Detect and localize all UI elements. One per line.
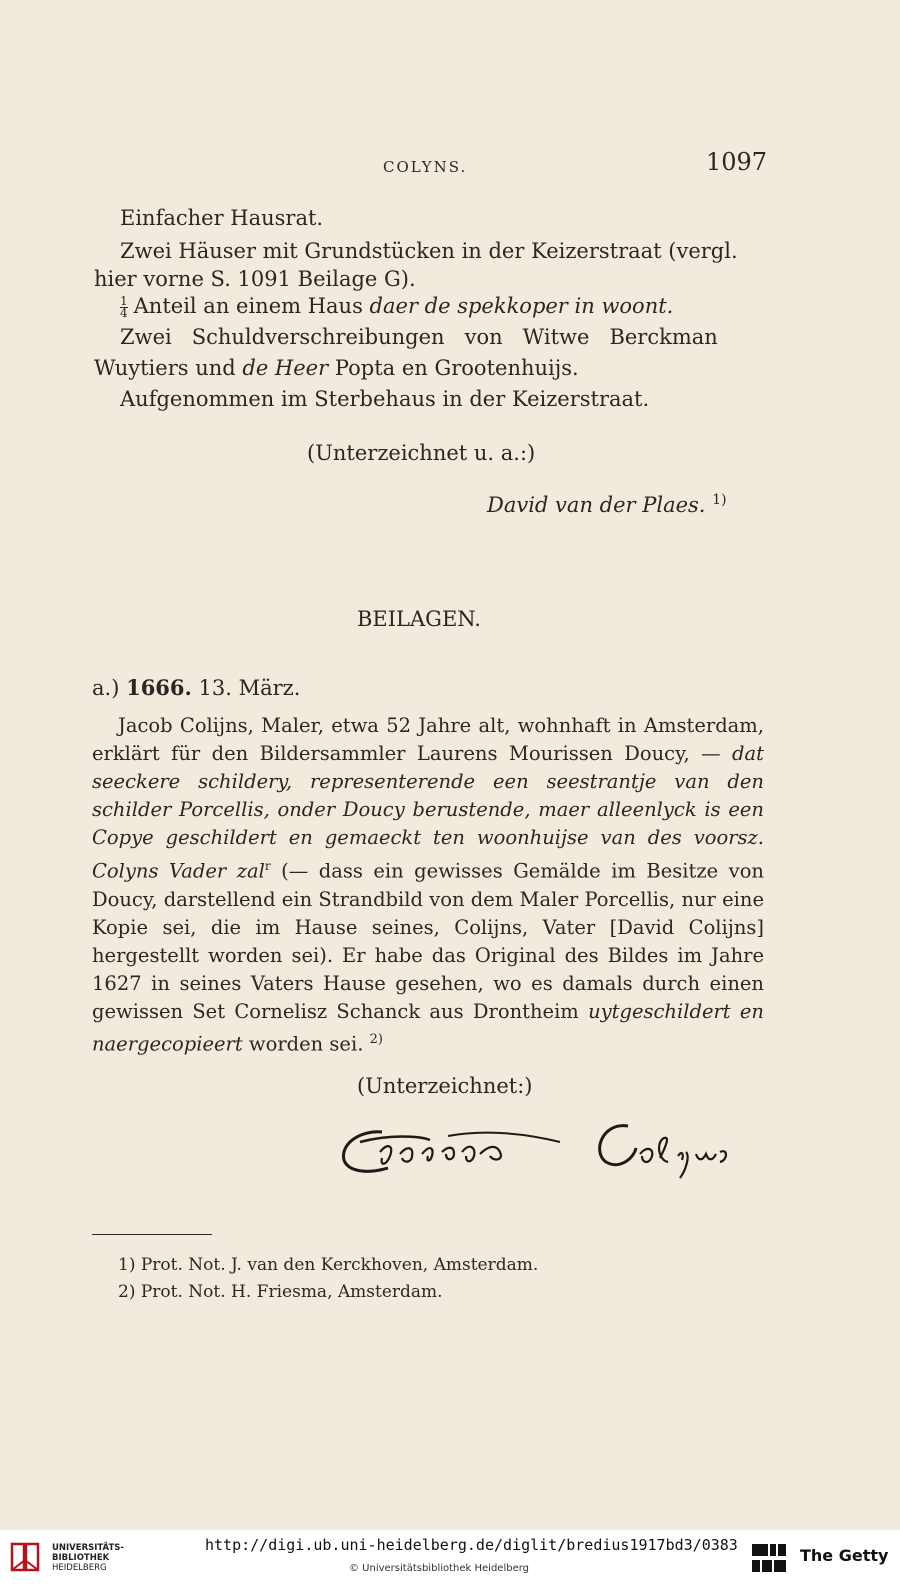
library-name	[52, 1543, 124, 1573]
line-text: Anteil an einem Haus	[133, 294, 363, 318]
handwritten-signature	[330, 1112, 780, 1192]
signed-note: (Unterzeichnet u. a.:)	[307, 441, 536, 465]
line-italic: daer de spekkoper in woont.	[369, 294, 674, 318]
superscript: r	[264, 859, 271, 873]
text-line: hier vorne S. 1091 Beilage G).	[94, 267, 416, 291]
text-line	[94, 355, 579, 381]
line-italic: de Heer	[242, 356, 329, 380]
copyright-notice: © Universitätsbibliothek Heidelberg	[349, 1563, 530, 1574]
getty-name: The Getty	[800, 1546, 889, 1565]
text-line: Aufgenommen im Sterbehaus in der Keizerstraat.	[120, 387, 650, 411]
getty-logo-icon	[750, 1542, 788, 1574]
line-text: Wuytiers und	[94, 356, 236, 380]
main-paragraph	[92, 712, 764, 1058]
text-line: Einfacher Hausrat.	[120, 206, 324, 230]
para-text: Jacob Colijns, Maler, etwa 52 Jahre alt, wohnhaft in Amsterdam, erklärt für den Bildersammler Laurens Mourissen Doucy, —	[92, 714, 764, 765]
signed-note: (Unterzeichnet:)	[357, 1074, 533, 1098]
entry-year: 1666.	[126, 675, 192, 700]
para-text: (— dass ein gewisses Gemälde im Besitze von Doucy, darstellend ein Strandbild von dem Maler Porcellis, nur eine Kopie sei, die im Hause seines, Colijns, Vater [David Colijns] hergestellt worden sei). Er habe das Original des Bildes im Jahre 1627 in seines Vaters Hause gesehen, wo es damals durch einen gewissen Set Cornelisz Schanck aus Drontheim	[92, 859, 764, 1023]
footnote-ref: 2)	[369, 1031, 383, 1047]
para-italic: uytgeschildert en naergecopieert	[92, 999, 764, 1055]
signer-name	[487, 487, 727, 518]
university-library-logo-icon	[10, 1540, 40, 1574]
fraction-numerator: 1	[120, 294, 128, 308]
text-line	[120, 293, 673, 319]
text-line: Zwei Häuser mit Grundstücken in der Keizerstraat (vergl.	[120, 239, 738, 263]
line-text: Popta en Grootenhuijs.	[334, 356, 579, 380]
running-header-title: COLYNS.	[383, 158, 468, 176]
library-name-line: UNIVERSITÄTS-	[52, 1543, 124, 1553]
para-italic: dat seeckere schildery, representerende een seestrantje van den schilder Porcellis, onder Doucy berustende, maer alleenlyck is een Copye geschildert en gemaeckt ten woonhuijse van des voorsz. Colyns Vader zal	[92, 742, 764, 883]
library-name-line: BIBLIOTHEK	[52, 1553, 110, 1563]
viewer-footer	[0, 1530, 900, 1586]
entry-heading	[92, 675, 300, 701]
para-text: worden sei.	[248, 1032, 364, 1055]
footnote-ref: 1)	[712, 492, 727, 508]
fraction	[120, 296, 128, 319]
footnote: 1) Prot. Not. J. van den Kerckhoven, Amsterdam.	[118, 1255, 539, 1275]
signer-italic: David van der Plaes.	[487, 493, 706, 517]
fraction-denominator: 4	[120, 306, 128, 320]
section-title: BEILAGEN.	[357, 607, 481, 631]
footnote: 2) Prot. Not. H. Friesma, Amsterdam.	[118, 1282, 443, 1302]
entry-date: 13. März.	[198, 676, 301, 700]
text-line: Zwei Schuldverschreibungen von Witwe Berckman	[120, 325, 718, 349]
page-number: 1097	[706, 148, 768, 176]
footnote-rule	[92, 1234, 212, 1235]
permalink-url[interactable]: http://digi.ub.uni-heidelberg.de/diglit/bredius1917bd3/0383	[205, 1536, 738, 1554]
library-name-line: HEIDELBERG	[52, 1563, 107, 1573]
entry-label: a.)	[92, 676, 120, 700]
